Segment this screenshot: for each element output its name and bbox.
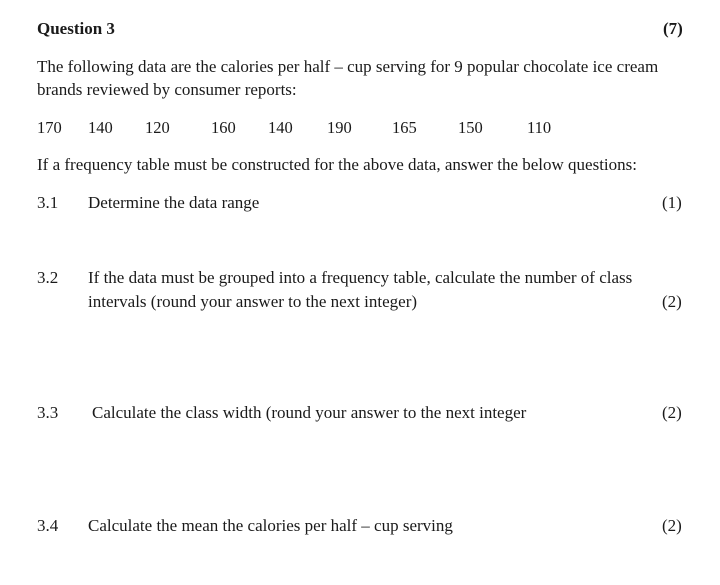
instruction-text: If a frequency table must be constructed for the above data, answer the below questions: <box>37 155 637 174</box>
subquestion-text-continued: intervals (round your answer to the next integer) <box>88 292 418 311</box>
subquestion-text: Calculate the class width (round your answer to the next integer <box>92 403 527 422</box>
subquestion-marks: (2) <box>662 403 682 422</box>
subquestion-text: Calculate the mean the calories per half – cup serving <box>88 516 453 535</box>
data-value: 120 <box>145 118 170 137</box>
subquestion-number: 3.1 <box>37 193 59 212</box>
subquestion-number: 3.4 <box>37 516 59 535</box>
data-value: 190 <box>327 118 352 137</box>
subquestion-text: If the data must be grouped into a frequency table, calculate the number of class <box>88 268 633 287</box>
subquestion-number: 3.2 <box>37 268 59 287</box>
data-value: 170 <box>37 118 62 137</box>
intro-line-1: The following data are the calories per half – cup serving for 9 popular chocolate ice cream <box>37 57 659 76</box>
data-value: 165 <box>392 118 417 137</box>
question-total-marks: (7) <box>663 19 683 38</box>
data-value: 150 <box>458 118 483 137</box>
intro-line-2: brands reviewed by consumer reports: <box>37 80 297 99</box>
question-title: Question 3 <box>37 19 115 38</box>
data-value: 140 <box>268 118 293 137</box>
data-value: 160 <box>211 118 236 137</box>
subquestion-marks: (2) <box>662 516 682 535</box>
data-value: 110 <box>527 118 552 137</box>
subquestion-marks: (2) <box>662 292 682 311</box>
subquestion-number: 3.3 <box>37 403 59 422</box>
subquestion-text: Determine the data range <box>88 193 260 212</box>
subquestion-marks: (1) <box>662 193 682 212</box>
data-value: 140 <box>88 118 113 137</box>
